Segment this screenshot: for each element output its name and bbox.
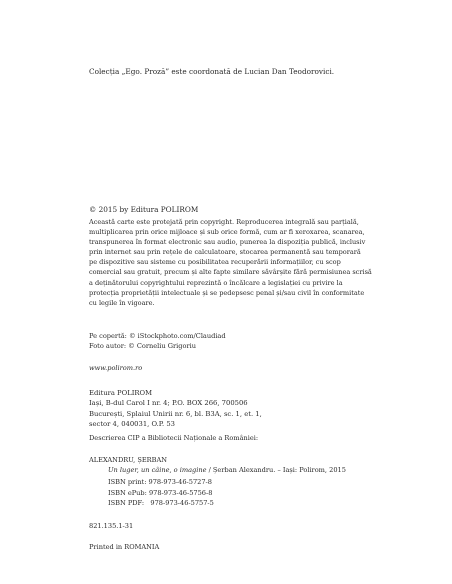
printed-in: Printed in ROMANIA (89, 543, 160, 551)
classification-code: 821.135.1-31 (89, 522, 134, 530)
rights-line: Această carte este protejată prin copyright. Reproducerea integrală sau parțială, (89, 218, 359, 226)
isbn-print: ISBN print: 978-973-46-5727-8 (108, 478, 212, 486)
address-line: sector 4, 040031, O.P. 53 (89, 419, 175, 428)
isbn-pdf: ISBN PDF: 978-973-46-5757-5 (108, 499, 214, 507)
rights-line: cu legile în vigoare. (89, 298, 155, 307)
rights-line: transpunerea în format electronic sau audio, punerea la dispoziția publică, inclusiv (89, 238, 366, 247)
publisher-name: Editura POLIROM (89, 389, 153, 397)
publisher-address (89, 388, 262, 429)
cover-credit: Pe copertă: © iStockphoto.com/Claudiad (89, 332, 226, 340)
cip-author: ALEXANDRU, ȘERBAN (89, 456, 168, 464)
rights-line: protecția proprietății intelectuale și se pedepsesc penal și/sau civil în conformitate (89, 288, 365, 297)
photo-credit: Foto autor: © Corneliu Grigoriu (89, 342, 196, 350)
rights-line: a deținătorului copyrightului reprezintă o încălcare a legislației cu privire la (89, 278, 343, 287)
copyright-line: © 2015 by Editura POLIROM (89, 205, 199, 214)
rights-line: multiplicarea prin orice mijloace și sub orice formă, cum ar fi xeroxarea, scanarea, (89, 228, 365, 237)
rights-line: comercial sau gratuit, precum și alte fapte similare săvârșite fără permisiunea scrisă (89, 268, 372, 277)
website-link[interactable]: www.polirom.ro (89, 364, 143, 372)
cip-title-rest: / Șerban Alexandru. – Iași: Polirom, 2015 (206, 466, 346, 474)
rights-line: pe dispozitive sau sisteme cu posibilitatea recuperării informațiilor, cu scop (89, 258, 341, 267)
rights-line: prin internet sau prin rețele de calculatoare, stocarea permanentă sau temporară (89, 248, 361, 257)
cip-heading: Descrierea CIP a Bibliotecii Naționale a României: (89, 434, 259, 442)
cip-title: Un luger, un câine, o imagine (108, 466, 207, 474)
cip-title-line (108, 465, 346, 475)
rights-notice (89, 217, 373, 308)
isbn-epub: ISBN ePub: 978-973-46-5756-8 (108, 488, 213, 497)
series-note: Colecția „Ego. Proză” este coordonată de Lucian Dan Teodorovici. (89, 67, 335, 76)
address-line: București, Splaiul Unirii nr. 6, bl. B3A, sc. 1, et. 1, (89, 409, 262, 418)
isbn-list (108, 477, 214, 509)
address-line: Iași, B-dul Carol I nr. 4; P.O. BOX 266, 700506 (89, 399, 248, 408)
